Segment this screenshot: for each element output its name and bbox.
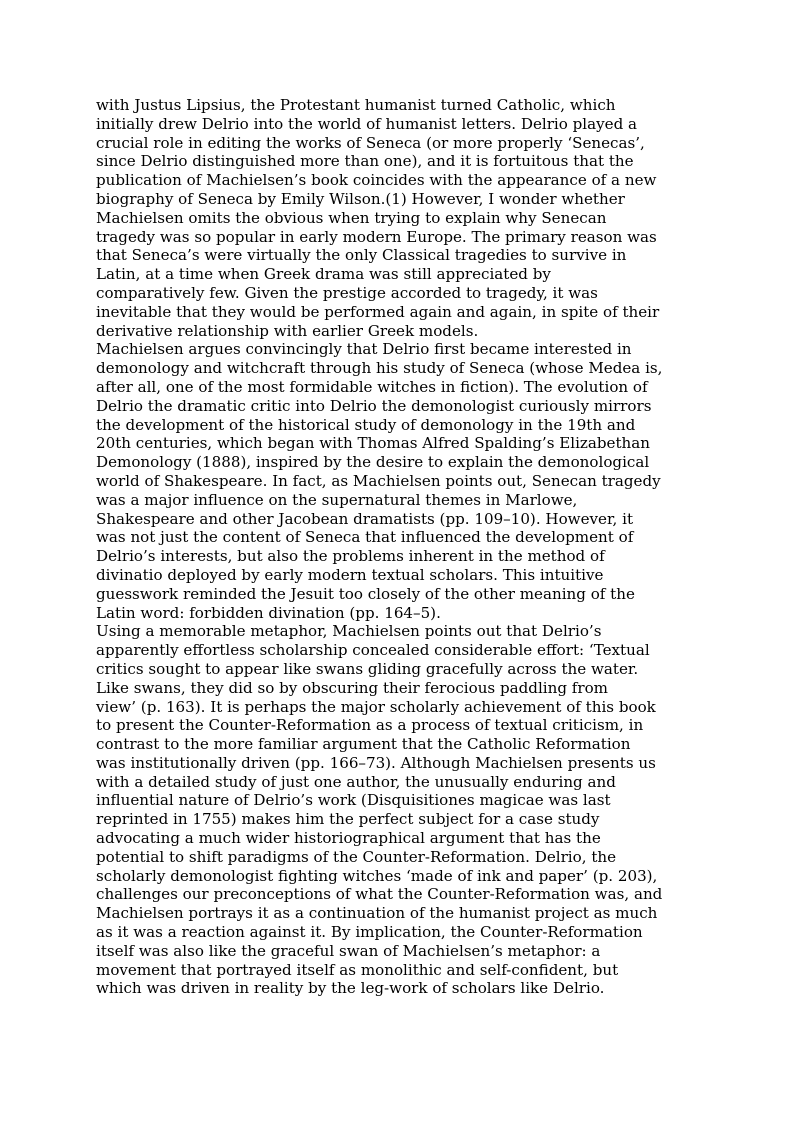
text-line: Like swans, they did so by obscuring their ferocious paddling from — [96, 678, 608, 697]
text-line: Machielsen portrays it as a continuation of the humanist project as much — [96, 904, 658, 923]
paragraph — [96, 340, 706, 622]
text-line: view’ (p. 163). It is perhaps the major scholarly achievement of this book — [96, 697, 656, 716]
text-line: Latin word: forbidden divination (pp. 164–5). — [96, 603, 441, 622]
text-line: contrast to the more familiar argument that the Catholic Reformation — [96, 735, 631, 754]
text-line: influential nature of Delrio’s work (Disquisitiones magicae was last — [96, 791, 611, 810]
text-line: divinatio deployed by early modern textual scholars. This intuitive — [96, 565, 604, 584]
document-page — [96, 96, 706, 998]
text-line: was not just the content of Seneca that influenced the development of — [96, 528, 634, 547]
text-line: inevitable that they would be performed again and again, in spite of their — [96, 302, 660, 321]
text-line: as it was a reaction against it. By implication, the Counter-Reformation — [96, 923, 643, 942]
text-line: biography of Seneca by Emily Wilson.(1) However, I wonder whether — [96, 189, 625, 208]
text-line: that Seneca’s were virtually the only Classical tragedies to survive in — [96, 246, 627, 265]
text-line: itself was also like the graceful swan of Machielsen’s metaphor: a — [96, 941, 601, 960]
text-line: was a major influence on the supernatural themes in Marlowe, — [96, 490, 578, 509]
text-line: movement that portrayed itself as monolithic and self-confident, but — [96, 960, 619, 979]
text-line: Delrio’s interests, but also the problems inherent in the method of — [96, 547, 605, 566]
text-line: since Delrio distinguished more than one), and it is fortuitous that the — [96, 152, 634, 171]
text-line: Demonology (1888), inspired by the desire to explain the demonological — [96, 453, 650, 472]
text-line: publication of Machielsen’s book coincides with the appearance of a new — [96, 171, 657, 190]
text-line: demonology and witchcraft through his study of Seneca (whose Medea is, — [96, 359, 663, 378]
text-line: with Justus Lipsius, the Protestant humanist turned Catholic, which — [96, 96, 616, 114]
text-line: comparatively few. Given the prestige accorded to tragedy, it was — [96, 283, 598, 302]
text-line: challenges our preconceptions of what the Counter-Reformation was, and — [96, 885, 663, 904]
paragraph — [96, 622, 706, 998]
text-line: Machielsen argues convincingly that Delrio first became interested in — [96, 340, 632, 359]
text-line: with a detailed study of just one author, the unusually enduring and — [96, 772, 616, 791]
text-line: after all, one of the most formidable witches in fiction). The evolution of — [96, 377, 648, 396]
text-line: Machielsen omits the obvious when trying to explain why Senecan — [96, 208, 607, 227]
text-line: derivative relationship with earlier Greek models. — [96, 321, 479, 340]
text-line: reprinted in 1755) makes him the perfect subject for a case study — [96, 810, 600, 829]
text-line: which was driven in reality by the leg-work of scholars like Delrio. — [96, 979, 605, 998]
text-line: crucial role in editing the works of Seneca (or more properly ‘Senecas’, — [96, 133, 645, 152]
text-line: Delrio the dramatic critic into Delrio the demonologist curiously mirrors — [96, 396, 652, 415]
text-line: initially drew Delrio into the world of humanist letters. Delrio played a — [96, 114, 638, 133]
text-line: Shakespeare and other Jacobean dramatists (pp. 109–10). However, it — [96, 509, 634, 528]
text-line: world of Shakespeare. In fact, as Machielsen points out, Senecan tragedy — [96, 471, 661, 490]
text-line: potential to shift paradigms of the Counter-Reformation. Delrio, the — [96, 847, 617, 866]
text-line: Latin, at a time when Greek drama was still appreciated by — [96, 265, 551, 284]
text-line: apparently effortless scholarship concealed considerable effort: ‘Textual — [96, 641, 650, 660]
text-line: scholarly demonologist fighting witches ‘made of ink and paper’ (p. 203), — [96, 866, 658, 885]
text-line: advocating a much wider historiographical argument that has the — [96, 829, 601, 848]
text-line: to present the Counter-Reformation as a process of textual criticism, in — [96, 716, 644, 735]
text-line: the development of the historical study of demonology in the 19th and — [96, 415, 636, 434]
text-line: tragedy was so popular in early modern Europe. The primary reason was — [96, 227, 657, 246]
paragraph — [96, 96, 706, 340]
text-line: guesswork reminded the Jesuit too closely of the other meaning of the — [96, 584, 635, 603]
text-line: was institutionally driven (pp. 166–73). Although Machielsen presents us — [96, 753, 656, 772]
text-line: critics sought to appear like swans gliding gracefully across the water. — [96, 659, 639, 678]
text-line: 20th centuries, which began with Thomas Alfred Spalding’s Elizabethan — [96, 434, 650, 453]
text-line: Using a memorable metaphor, Machielsen points out that Delrio’s — [96, 622, 602, 641]
